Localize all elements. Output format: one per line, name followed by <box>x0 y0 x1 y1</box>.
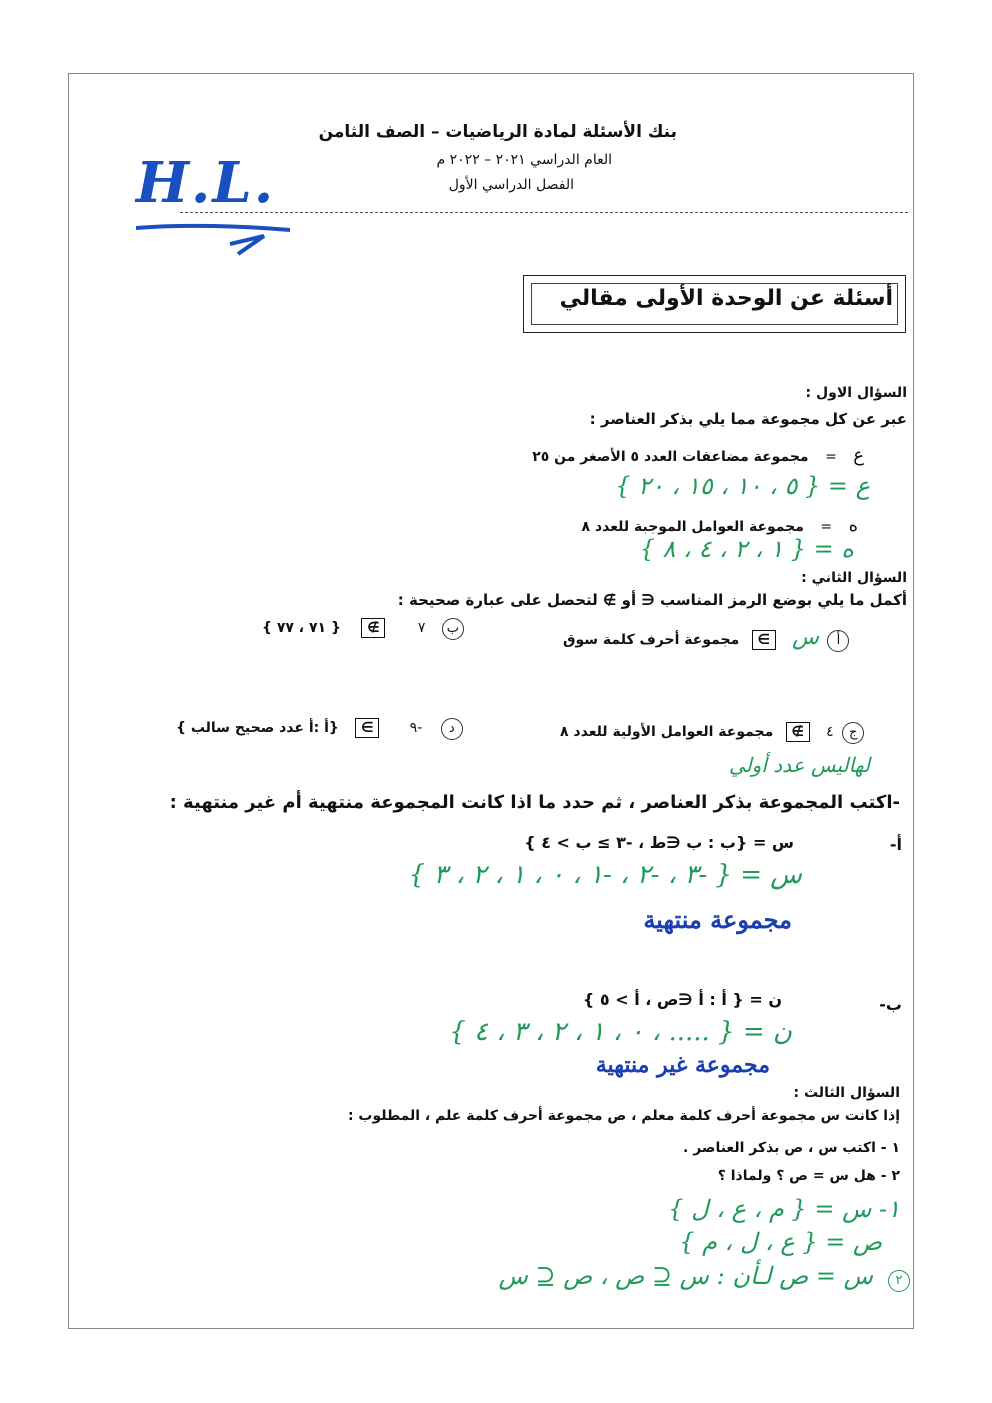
q1-item1-prefix: ع <box>853 445 864 466</box>
q4-ans3-marker: ٢ <box>888 1270 910 1292</box>
q1-item2-answer: ه = { ١ ، ٢ ، ٤ ، ٨ } <box>639 535 854 563</box>
q4-item2: ٢ - هل س = ص ؟ ولماذا ؟ <box>717 1168 900 1184</box>
q4-ans1: ١- س = { م ، ع ، ل } <box>668 1195 900 1223</box>
q4-intro: إذا كانت س مجموعة أحرف كلمة معلم ، ص مجموعة أحرف كلمة علم ، المطلوب : <box>347 1108 900 1124</box>
q2-d-row <box>176 718 463 740</box>
q2-c-lhs: ٤ <box>826 724 834 740</box>
q2-c-text: مجموعة العوامل الأولية للعدد ٨ <box>560 724 774 740</box>
header-year: العام الدراسي ٢٠٢١ – ٢٠٢٢ م <box>436 152 612 168</box>
q2-b-marker: ب <box>442 618 464 640</box>
section-title-box <box>523 275 906 333</box>
q1-item1-text: مجموعة مضاعفات العدد ٥ الأصغر من ٢٥ <box>532 449 809 465</box>
q2-a-symbol: ∋ <box>752 630 776 650</box>
q3-a-marker: أ- <box>889 835 902 854</box>
q2-d-text: {أ :أ عدد صحيح سالب } <box>176 720 339 736</box>
q3-a-type: مجموعة منتهية <box>643 905 792 934</box>
q3-b-set: ن = { أ : أ ∈ص ، أ > ٥ } <box>582 990 782 1009</box>
q4-item1: ١ - اكتب س ، ص بذكر العناصر . <box>683 1140 900 1156</box>
q3-instruction: -اكتب المجموعة بذكر العناصر ، ثم حدد ما اذا كانت المجموعة منتهية أم غير منتهية : <box>169 792 900 813</box>
q4-ans3: س = ص لـأن : س ⊆ ص ، ص ⊆ س <box>498 1262 873 1290</box>
q3-a-set: س = {ب : ب ∈ط ، -٣ ≥ ب > ٤ } <box>524 833 794 852</box>
q1-item1 <box>532 445 864 466</box>
q2-b-lhs: ٧ <box>417 620 426 636</box>
header-title: بنك الأسئلة لمادة الرياضيات – الصف الثامن <box>318 122 677 142</box>
section-title: أسئلة عن الوحدة الأولى مقالي <box>559 286 893 311</box>
q2-b-symbol: ∌ <box>361 618 385 638</box>
q2-a-text: مجموعة أحرف كلمة سوق <box>563 632 740 648</box>
handwritten-initials: H.L. <box>136 150 276 216</box>
q2-d-symbol: ∋ <box>355 718 379 738</box>
q4-label: السؤال الثالث : <box>793 1085 900 1101</box>
q2-b-row <box>262 618 464 640</box>
q1-instruction: عبر عن كل مجموعة مما يلي بذكر العناصر : <box>589 410 907 428</box>
q1-item1-answer: ع = { ٥ ، ١٠ ، ١٥ ، ٢٠ } <box>615 472 870 500</box>
q2-a-marker: أ <box>827 630 849 652</box>
q2-a-row <box>563 625 849 652</box>
q1-item2 <box>582 515 858 536</box>
q4-ans3-row <box>499 1262 910 1292</box>
header-divider <box>180 212 908 213</box>
q2-label: السؤال الثاني : <box>801 570 907 586</box>
q2-c-row <box>560 722 864 744</box>
q3-b-marker: ب- <box>879 995 902 1014</box>
q1-label: السؤال الاول : <box>805 385 907 401</box>
q1-item2-text: مجموعة العوامل الموجبة للعدد ٨ <box>581 519 804 535</box>
q3-b-answer: ن = { ..... ، ٠ ، ١ ، ٢ ، ٣ ، ٤ } <box>449 1017 792 1047</box>
q2-instruction: أكمل ما يلي بوضع الرمز المناسب ∈ أو ∌ لتحصل على عبارة صحيحة : <box>397 591 907 609</box>
q1-item2-prefix: ه <box>848 515 858 536</box>
q3-b-type: مجموعة غير منتهية <box>595 1052 770 1078</box>
q1-item2-eq: = <box>820 519 833 535</box>
q2-c-note: لهاليس عدد أولي <box>728 753 870 777</box>
q4-ans2: ص = { ع ، ل ، م } <box>679 1228 882 1256</box>
header-term: الفصل الدراسي الأول <box>448 177 574 193</box>
q2-c-symbol: ∌ <box>786 722 810 742</box>
q2-b-text: { ٧١ ، ٧٧ } <box>262 620 341 636</box>
initials-underline-icon <box>134 218 294 260</box>
q2-a-hand: س <box>792 625 820 650</box>
q1-item1-eq: = <box>825 449 837 465</box>
q2-c-marker: ج <box>842 722 864 744</box>
q2-d-marker: د <box>441 718 463 740</box>
q2-d-lhs: -٩ <box>409 720 423 736</box>
q3-a-answer: س = { -٣ ، -٢ ، -١ ، ٠ ، ١ ، ٢ ، ٣ } <box>408 860 802 890</box>
